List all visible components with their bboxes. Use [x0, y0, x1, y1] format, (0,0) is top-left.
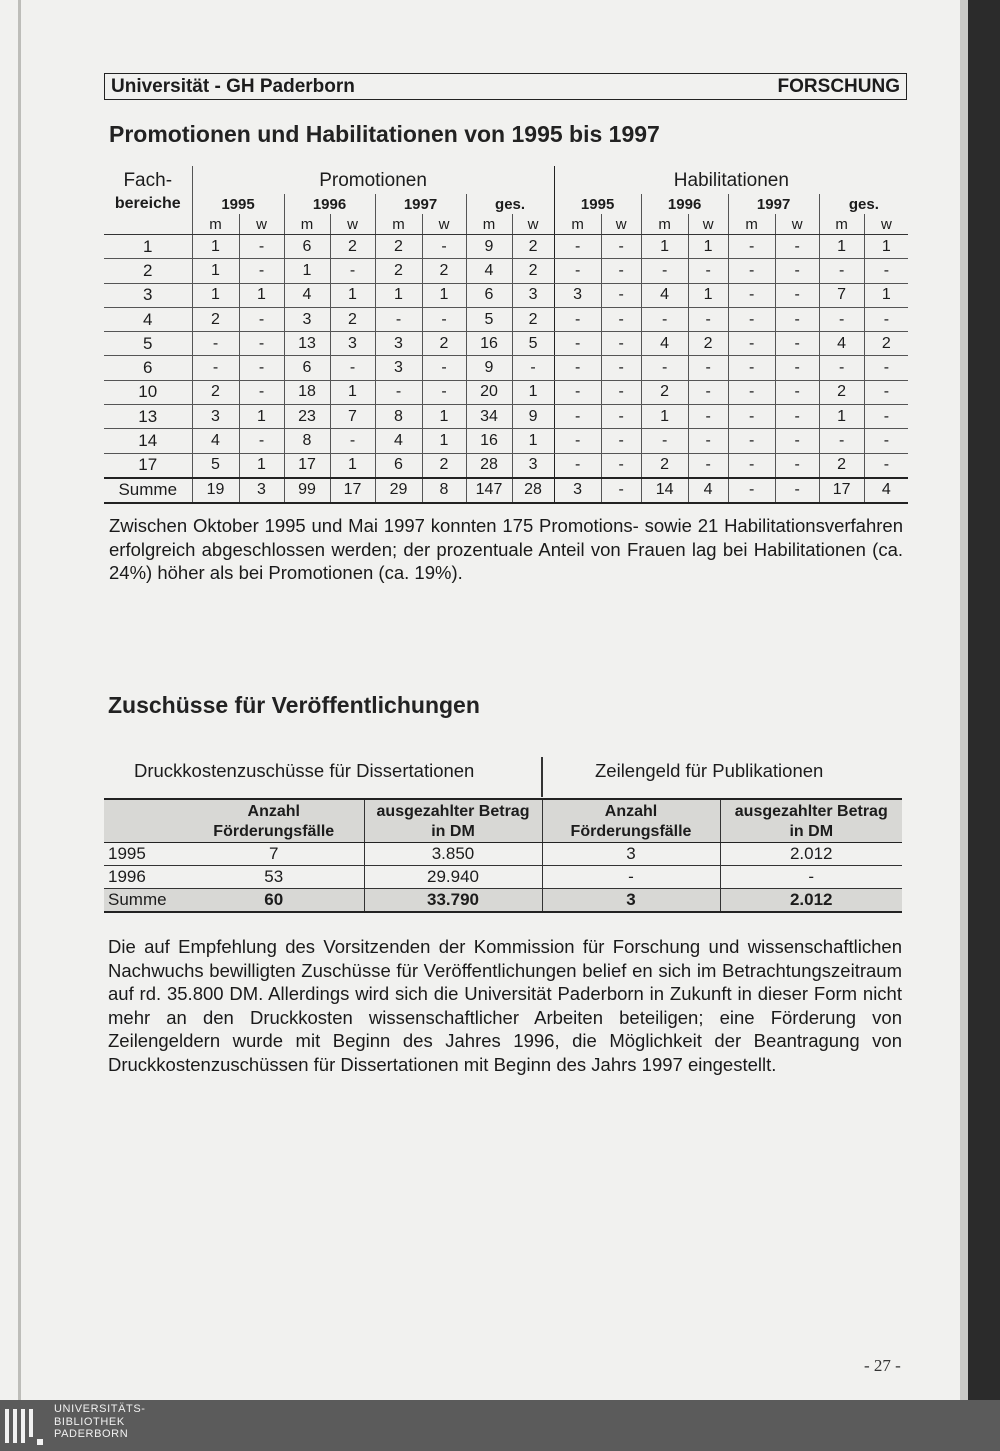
count-w-cell: - — [239, 356, 284, 380]
count-w-cell: - — [688, 380, 728, 404]
fachbereich-cell: 5 — [104, 332, 192, 356]
count-w-cell: 1 — [330, 283, 375, 307]
count-m-cell: 1 — [192, 259, 239, 283]
count-w-cell: - — [601, 307, 641, 331]
count-m-cell: - — [728, 332, 775, 356]
betrag-publ-cell: - — [720, 866, 902, 889]
count-m-cell: 5 — [466, 307, 512, 331]
betrag-header-line1: ausgezahlter Betrag — [376, 803, 530, 820]
count-w-cell: - — [601, 332, 641, 356]
count-m-cell: 6 — [284, 235, 330, 259]
page-edge-left — [18, 0, 21, 1400]
count-m-cell: 4 — [641, 283, 688, 307]
fachbereich-cell: 14 — [104, 429, 192, 453]
count-w-cell: 5 — [512, 332, 554, 356]
prom-year-1995: 1995 — [192, 194, 284, 214]
count-w-cell: 3 — [330, 332, 375, 356]
count-m-cell: 1 — [641, 405, 688, 429]
count-m-cell: 3 — [554, 478, 601, 503]
count-m-cell: 5 — [192, 453, 239, 478]
count-w-cell: - — [775, 380, 819, 404]
paragraph-zuschuesse: Die auf Empfehlung des Vorsitzenden der Kommission für Forschung und wissenschaftlichen Nachwuchs bewilligten Zuschüsse für Veröffentlichungen belief en sich im Betrachtungszeitraum auf rd. 35.800 DM. Allerdings wird sich die Universität Paderborn in Zukunft in dieser Form nicht mehr an den Druckkosten wissenschaftlicher Arbeiten beteiligen; eine Förderung von Zeilengeldern wurde mit Beginn des Jahres 1996, die Möglichkeit der Beantragung von Druckkostenzuschüssen für Dissertationen mit Beginn des Jahrs 1997 eingestellt. — [108, 936, 902, 1075]
habil-year-1995: 1995 — [554, 194, 641, 214]
count-w-cell: - — [688, 405, 728, 429]
count-m-cell: - — [554, 453, 601, 478]
count-m-cell: 1 — [284, 259, 330, 283]
mw-w: w — [512, 214, 554, 235]
anzahl-header-diss — [184, 799, 364, 843]
count-m-cell: - — [192, 356, 239, 380]
count-w-cell: 1 — [864, 283, 908, 307]
page-edge-right-dark — [968, 0, 1000, 1400]
mw-w: w — [864, 214, 908, 235]
count-w-cell: - — [601, 283, 641, 307]
count-w-cell: - — [239, 259, 284, 283]
count-w-cell: 1 — [688, 235, 728, 259]
count-m-cell: 3 — [554, 283, 601, 307]
betrag-header-line2: in DM — [789, 823, 834, 840]
footer-line: BIBLIOTHEK — [54, 1415, 125, 1428]
count-w-cell: - — [601, 429, 641, 453]
count-m-cell: - — [819, 307, 864, 331]
count-w-cell: 1 — [239, 453, 284, 478]
count-w-cell: - — [864, 380, 908, 404]
mw-w: w — [688, 214, 728, 235]
caption-divider — [541, 757, 543, 797]
count-w-cell: - — [239, 235, 284, 259]
count-w-cell: 2 — [330, 235, 375, 259]
count-w-cell: - — [775, 332, 819, 356]
count-m-cell: - — [192, 332, 239, 356]
fachbereiche-header-2: bereiche — [104, 194, 192, 214]
count-m-cell: - — [554, 332, 601, 356]
count-w-cell: - — [775, 259, 819, 283]
count-m-cell: 2 — [641, 453, 688, 478]
fachbereich-cell: 2 — [104, 259, 192, 283]
footer-line: PADERBORN — [54, 1428, 129, 1440]
betrag-publ-cell: 2.012 — [720, 843, 902, 866]
sum-label: Summe — [104, 889, 184, 913]
count-w-cell: 2 — [512, 259, 554, 283]
count-w-cell: 2 — [864, 332, 908, 356]
count-w-cell: - — [688, 356, 728, 380]
count-m-cell: 2 — [192, 380, 239, 404]
table-sum-row — [104, 889, 902, 913]
count-m-cell: - — [554, 429, 601, 453]
count-w-cell: - — [239, 307, 284, 331]
count-m-cell: - — [641, 307, 688, 331]
count-m-cell: - — [728, 283, 775, 307]
count-m-cell: - — [819, 259, 864, 283]
count-w-cell: 1 — [512, 380, 554, 404]
count-w-cell: - — [330, 429, 375, 453]
promotionen-habilitationen-table — [104, 166, 908, 504]
count-m-cell: 2 — [192, 307, 239, 331]
count-w-cell: 2 — [422, 259, 466, 283]
count-w-cell: - — [422, 235, 466, 259]
sum-anzahl-publ: 3 — [542, 889, 720, 913]
year-cell: 1995 — [104, 843, 184, 866]
fachbereich-cell: 17 — [104, 453, 192, 478]
betrag-header-diss — [364, 799, 542, 843]
count-w-cell: - — [775, 453, 819, 478]
count-m-cell: - — [554, 380, 601, 404]
count-w-cell: 1 — [422, 429, 466, 453]
habil-year-ges: ges. — [848, 195, 879, 213]
table-row — [104, 283, 908, 307]
count-m-cell: 4 — [192, 429, 239, 453]
count-m-cell: 23 — [284, 405, 330, 429]
count-w-cell: - — [775, 307, 819, 331]
fachbereich-cell: 13 — [104, 405, 192, 429]
count-m-cell: 17 — [819, 478, 864, 503]
count-w-cell: 1 — [688, 283, 728, 307]
count-m-cell: 3 — [375, 332, 422, 356]
count-m-cell: - — [375, 380, 422, 404]
anzahl-header-line1: Anzahl — [604, 803, 658, 820]
count-m-cell: - — [728, 405, 775, 429]
count-m-cell: - — [728, 307, 775, 331]
count-w-cell: 2 — [330, 307, 375, 331]
table-row — [104, 380, 908, 404]
count-w-cell: - — [330, 259, 375, 283]
table-row — [104, 843, 902, 866]
table-row — [104, 453, 908, 478]
promotionen-table-body — [104, 235, 908, 503]
header-section: FORSCHUNG — [777, 75, 900, 97]
mw-w: w — [601, 214, 641, 235]
footer-bar — [0, 1400, 1000, 1451]
betrag-diss-cell: 29.940 — [364, 866, 542, 889]
count-w-cell: - — [864, 453, 908, 478]
count-w-cell: 1 — [330, 380, 375, 404]
count-m-cell: 3 — [284, 307, 330, 331]
count-m-cell: 14 — [641, 478, 688, 503]
count-m-cell: 20 — [466, 380, 512, 404]
count-w-cell: - — [422, 356, 466, 380]
count-w-cell: - — [775, 429, 819, 453]
count-w-cell: 3 — [512, 283, 554, 307]
mw-m: m — [192, 214, 239, 235]
count-m-cell: 6 — [375, 453, 422, 478]
count-w-cell: - — [601, 380, 641, 404]
count-m-cell: 16 — [466, 429, 512, 453]
count-m-cell: 7 — [819, 283, 864, 307]
habil-year-1996: 1996 — [641, 194, 728, 214]
count-m-cell: 16 — [466, 332, 512, 356]
count-w-cell: - — [601, 405, 641, 429]
anzahl-header-line1: Anzahl — [247, 803, 300, 820]
count-m-cell: 1 — [819, 235, 864, 259]
page-number: - 27 - — [864, 1356, 901, 1375]
count-w-cell: 2 — [512, 307, 554, 331]
count-m-cell: 19 — [192, 478, 239, 503]
anzahl-publ-cell: - — [542, 866, 720, 889]
count-w-cell: - — [422, 380, 466, 404]
count-m-cell: - — [728, 380, 775, 404]
paragraph-promotionen-summary: Zwischen Oktober 1995 und Mai 1997 konnten 175 Promotions- sowie 21 Habilitationsverfahren erfolgreich abgeschlossen werden; der prozentuale Anteil von Frauen lag bei Habilitationen (ca. 24%) höher als bei Promotionen (ca. 19%). — [109, 515, 903, 583]
count-w-cell: - — [775, 356, 819, 380]
count-m-cell: - — [728, 259, 775, 283]
count-w-cell: - — [239, 380, 284, 404]
fachbereiche-header-1: Fach- — [104, 166, 192, 194]
habil-year-1997: 1997 — [728, 194, 819, 214]
mw-m: m — [554, 214, 601, 235]
count-w-cell: 1 — [864, 235, 908, 259]
count-m-cell: 9 — [466, 356, 512, 380]
count-m-cell: 2 — [819, 380, 864, 404]
count-m-cell: - — [375, 307, 422, 331]
count-m-cell: 18 — [284, 380, 330, 404]
count-m-cell: - — [641, 429, 688, 453]
count-w-cell: 1 — [422, 283, 466, 307]
caption-druckkosten: Druckkostenzuschüsse für Dissertationen — [134, 760, 475, 781]
count-m-cell: 1 — [641, 235, 688, 259]
mw-w: w — [775, 214, 819, 235]
anzahl-header-publ — [542, 799, 720, 843]
count-m-cell: 4 — [375, 429, 422, 453]
count-m-cell: 8 — [284, 429, 330, 453]
count-m-cell: - — [819, 356, 864, 380]
count-m-cell: - — [728, 478, 775, 503]
count-w-cell: 28 — [512, 478, 554, 503]
mw-m: m — [284, 214, 330, 235]
table-row — [104, 307, 908, 331]
count-m-cell: 4 — [819, 332, 864, 356]
count-m-cell: 28 — [466, 453, 512, 478]
count-m-cell: - — [554, 405, 601, 429]
count-w-cell: - — [775, 235, 819, 259]
anzahl-publ-cell: 3 — [542, 843, 720, 866]
mw-w: w — [330, 214, 375, 235]
count-w-cell: - — [601, 235, 641, 259]
table-row — [104, 866, 902, 889]
mw-w: w — [422, 214, 466, 235]
mw-w: w — [239, 214, 284, 235]
sum-betrag-diss: 33.790 — [364, 889, 542, 913]
count-w-cell: - — [775, 405, 819, 429]
mw-m: m — [819, 214, 864, 235]
count-m-cell: 8 — [375, 405, 422, 429]
count-m-cell: - — [554, 235, 601, 259]
count-w-cell: - — [512, 356, 554, 380]
count-m-cell: 2 — [641, 380, 688, 404]
count-m-cell: 6 — [466, 283, 512, 307]
table-row — [104, 356, 908, 380]
sum-anzahl-diss: 60 — [184, 889, 364, 913]
count-m-cell: 9 — [466, 235, 512, 259]
betrag-diss-cell: 3.850 — [364, 843, 542, 866]
count-w-cell: 7 — [330, 405, 375, 429]
count-m-cell: 147 — [466, 478, 512, 503]
promotionen-group-header: Promotionen — [192, 166, 554, 194]
mw-m: m — [375, 214, 422, 235]
count-m-cell: - — [728, 453, 775, 478]
prom-year-1996: 1996 — [284, 194, 375, 214]
count-w-cell: - — [864, 356, 908, 380]
count-m-cell: 6 — [284, 356, 330, 380]
count-w-cell: - — [239, 332, 284, 356]
mw-m: m — [466, 214, 512, 235]
count-m-cell: 2 — [819, 453, 864, 478]
section-title-promotionen: Promotionen und Habilitationen von 1995 bis 1997 — [109, 121, 660, 147]
count-m-cell: 4 — [466, 259, 512, 283]
count-m-cell: 3 — [375, 356, 422, 380]
count-w-cell: 2 — [422, 453, 466, 478]
anzahl-header-line2: Förderungsfälle — [570, 823, 692, 840]
count-m-cell: - — [728, 356, 775, 380]
count-w-cell: - — [601, 356, 641, 380]
header-university: Universität - GH Paderborn — [111, 75, 355, 97]
year-cell: 1996 — [104, 866, 184, 889]
prom-year-1997: 1997 — [375, 194, 466, 214]
count-w-cell: - — [601, 453, 641, 478]
count-m-cell: 17 — [284, 453, 330, 478]
count-w-cell: 1 — [239, 283, 284, 307]
count-w-cell: 1 — [330, 453, 375, 478]
betrag-header-publ — [720, 799, 902, 843]
count-w-cell: - — [864, 259, 908, 283]
count-w-cell: - — [688, 453, 728, 478]
count-w-cell: 2 — [422, 332, 466, 356]
count-m-cell: 1 — [375, 283, 422, 307]
count-w-cell: 3 — [239, 478, 284, 503]
count-m-cell: - — [641, 356, 688, 380]
count-w-cell: - — [688, 307, 728, 331]
count-w-cell: 1 — [239, 405, 284, 429]
count-m-cell: 1 — [192, 283, 239, 307]
count-m-cell: 1 — [819, 405, 864, 429]
fachbereich-cell: 4 — [104, 307, 192, 331]
prom-year-ges: ges. — [466, 194, 554, 214]
count-m-cell: - — [554, 356, 601, 380]
count-w-cell: 17 — [330, 478, 375, 503]
section-title-zuschuesse: Zuschüsse für Veröffentlichungen — [108, 692, 480, 718]
count-w-cell: - — [864, 405, 908, 429]
count-m-cell: 34 — [466, 405, 512, 429]
count-w-cell: - — [330, 356, 375, 380]
year-header-blank — [104, 799, 184, 843]
footer-library-name — [54, 1403, 146, 1441]
count-w-cell: 2 — [688, 332, 728, 356]
mw-header-blank — [104, 214, 192, 235]
count-w-cell: - — [688, 259, 728, 283]
count-m-cell: 3 — [192, 405, 239, 429]
count-m-cell: 2 — [375, 235, 422, 259]
count-w-cell: 1 — [422, 405, 466, 429]
fachbereich-cell: 3 — [104, 283, 192, 307]
count-w-cell: 8 — [422, 478, 466, 503]
count-m-cell: - — [728, 429, 775, 453]
count-m-cell: 4 — [284, 283, 330, 307]
count-m-cell: 29 — [375, 478, 422, 503]
count-w-cell: - — [864, 307, 908, 331]
fachbereich-cell: 1 — [104, 235, 192, 259]
count-m-cell: - — [641, 259, 688, 283]
count-m-cell: 1 — [192, 235, 239, 259]
fachbereich-cell: 6 — [104, 356, 192, 380]
count-m-cell: 13 — [284, 332, 330, 356]
footer-line: UNIVERSITÄTS- — [54, 1403, 146, 1415]
anzahl-header-line2: Förderungsfälle — [213, 823, 335, 840]
sum-label: Summe — [104, 478, 192, 503]
count-w-cell: - — [601, 478, 641, 503]
betrag-header-line2: in DM — [431, 823, 475, 840]
count-w-cell: 4 — [688, 478, 728, 503]
count-w-cell: - — [775, 478, 819, 503]
running-header — [104, 73, 907, 100]
mw-m: m — [641, 214, 688, 235]
count-m-cell: 2 — [375, 259, 422, 283]
count-w-cell: - — [688, 429, 728, 453]
count-m-cell: - — [819, 429, 864, 453]
count-w-cell: - — [864, 429, 908, 453]
table-row — [104, 259, 908, 283]
count-w-cell: - — [239, 429, 284, 453]
sum-betrag-publ: 2.012 — [720, 889, 902, 913]
count-w-cell: 9 — [512, 405, 554, 429]
table-row — [104, 405, 908, 429]
caption-zeilengeld: Zeilengeld für Publikationen — [595, 760, 824, 781]
anzahl-diss-cell: 53 — [184, 866, 364, 889]
table-row — [104, 429, 908, 453]
table-sum-row — [104, 478, 908, 503]
count-m-cell: - — [728, 235, 775, 259]
habilitationen-group-header: Habilitationen — [673, 170, 789, 191]
count-m-cell: - — [554, 307, 601, 331]
count-w-cell: - — [775, 283, 819, 307]
table-row — [104, 235, 908, 259]
fachbereich-cell: 10 — [104, 380, 192, 404]
library-logo-icon — [3, 1403, 47, 1449]
table-row — [104, 332, 908, 356]
anzahl-diss-cell: 7 — [184, 843, 364, 866]
count-m-cell: 4 — [641, 332, 688, 356]
count-m-cell: - — [554, 259, 601, 283]
count-w-cell: 4 — [864, 478, 908, 503]
mw-m: m — [728, 214, 775, 235]
count-w-cell: - — [601, 259, 641, 283]
count-w-cell: 1 — [512, 429, 554, 453]
zuschuesse-table — [104, 798, 902, 913]
count-w-cell: - — [422, 307, 466, 331]
count-w-cell: 2 — [512, 235, 554, 259]
betrag-header-line1: ausgezahlter Betrag — [734, 803, 888, 820]
count-w-cell: 3 — [512, 453, 554, 478]
count-m-cell: 99 — [284, 478, 330, 503]
